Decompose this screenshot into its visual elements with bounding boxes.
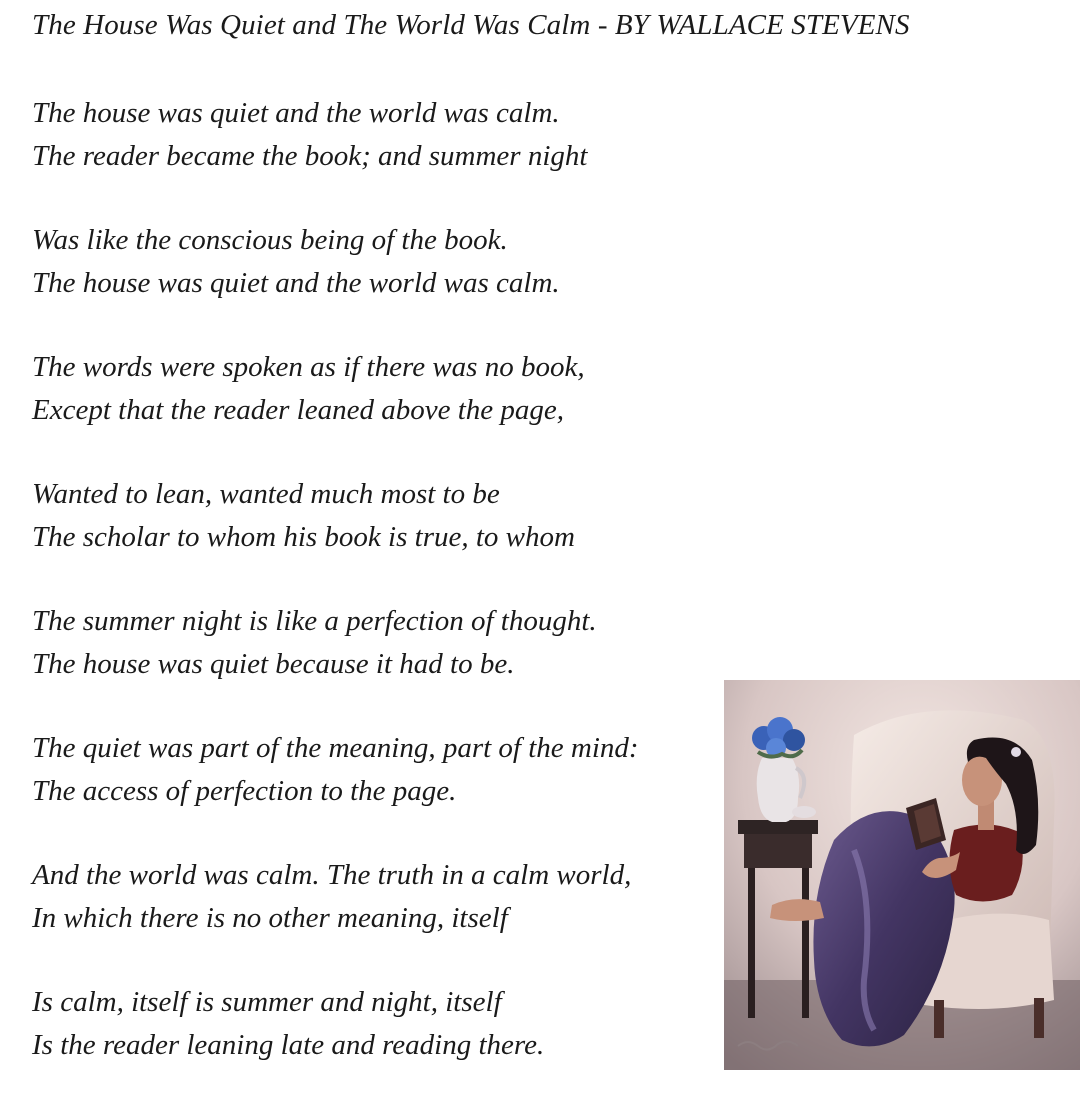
hair-flower bbox=[1011, 747, 1021, 757]
teacup bbox=[792, 806, 816, 818]
stanza bbox=[32, 854, 692, 939]
poem-line: The summer night is like a perfection of thought. bbox=[32, 605, 597, 637]
poem-line: The access of perfection to the page. bbox=[32, 774, 457, 807]
poem-line: Wanted to lean, wanted much most to be bbox=[32, 478, 500, 510]
poem-line: Except that the reader leaned above the page, bbox=[32, 393, 565, 426]
poem-line: Is calm, itself is summer and night, itself bbox=[32, 986, 502, 1018]
blue-flower bbox=[783, 729, 805, 751]
poem-line: The scholar to whom his book is true, to whom bbox=[32, 520, 575, 553]
poem-line: Was like the conscious being of the book. bbox=[32, 224, 508, 256]
poem-line: The reader became the book; and summer night bbox=[32, 139, 588, 172]
stanza bbox=[32, 473, 692, 558]
poem-line: Is the reader leaning late and reading there. bbox=[32, 1028, 545, 1061]
poem-line: The words were spoken as if there was no book, bbox=[32, 351, 585, 383]
stanza bbox=[32, 600, 692, 685]
poem-line: The house was quiet and the world was calm. bbox=[32, 97, 560, 129]
side-table-body bbox=[744, 834, 812, 868]
poem-line: The house was quiet because it had to be. bbox=[32, 647, 515, 680]
poem-line: The quiet was part of the meaning, part of the mind: bbox=[32, 732, 639, 764]
red-blouse bbox=[949, 824, 1022, 901]
painting-svg bbox=[724, 680, 1080, 1070]
side-table-top bbox=[738, 820, 818, 834]
side-table-leg bbox=[748, 868, 755, 1018]
poem-body bbox=[32, 92, 692, 1108]
poem-line: In which there is no other meaning, itself bbox=[32, 901, 508, 934]
poem-line: And the world was calm. The truth in a calm world, bbox=[32, 859, 632, 891]
stanza bbox=[32, 219, 692, 304]
stanza bbox=[32, 981, 692, 1066]
poem-line: The house was quiet and the world was calm. bbox=[32, 266, 560, 299]
stanza bbox=[32, 92, 692, 177]
chair-leg bbox=[1034, 998, 1044, 1038]
side-table-leg bbox=[802, 868, 809, 1018]
stanza bbox=[32, 727, 692, 812]
stanza bbox=[32, 346, 692, 431]
reading-woman-painting bbox=[724, 680, 1080, 1070]
poem-title: The House Was Quiet and The World Was Calm - BY WALLACE STEVENS bbox=[32, 9, 910, 41]
chair-leg bbox=[934, 1000, 944, 1038]
